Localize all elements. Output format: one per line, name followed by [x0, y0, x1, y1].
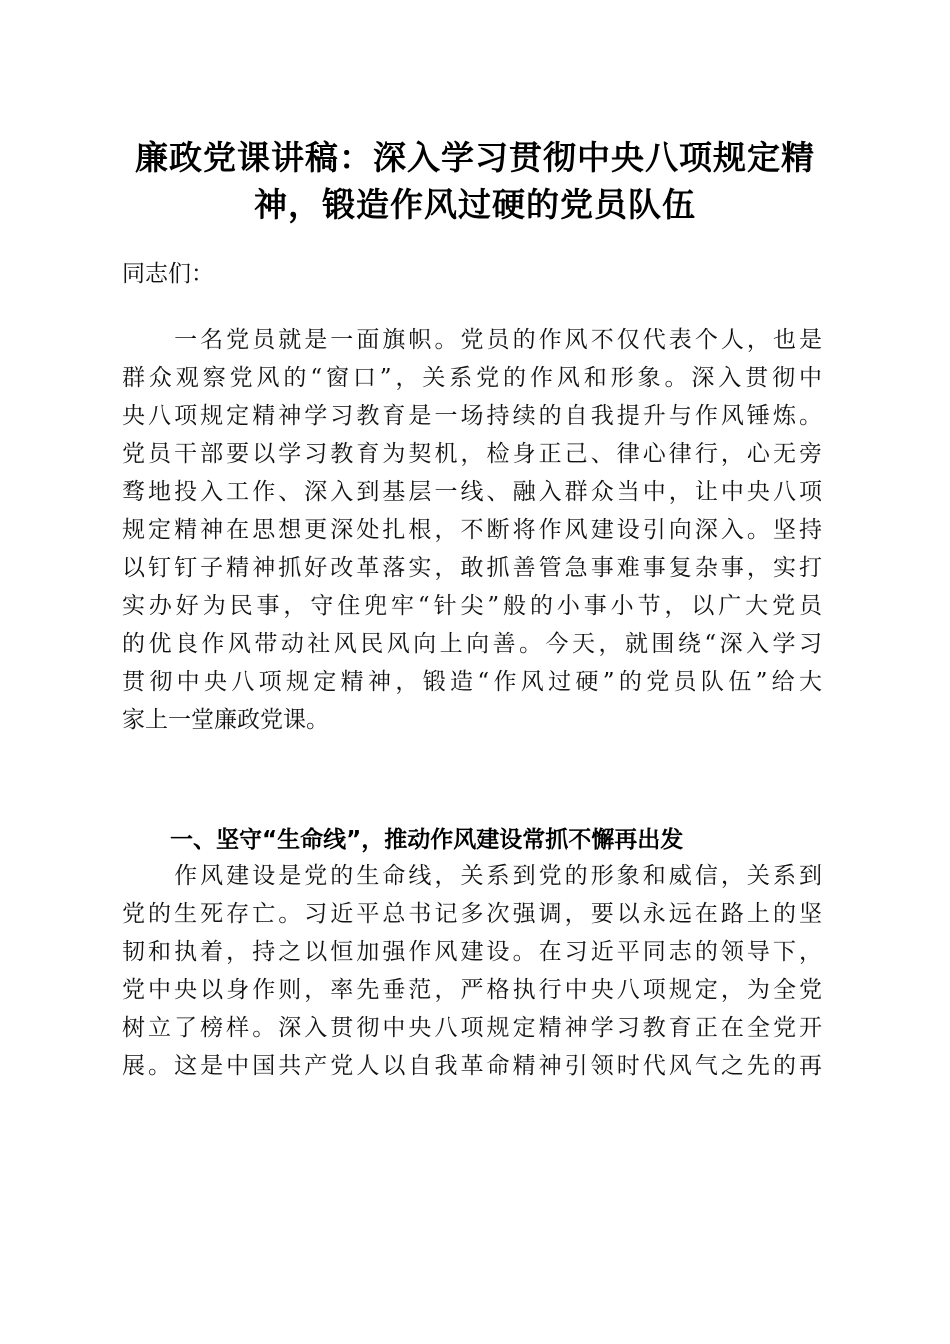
paragraph-line: 党的生死存亡。习近平总书记多次强调，要以永远在路上的坚 — [122, 901, 822, 927]
paragraph-line: 一名党员就是一面旗帜。党员的作风不仅代表个人，也是 — [122, 327, 822, 353]
paragraph-line: 骛地投入工作、深入到基层一线、融入群众当中，让中央八项 — [122, 479, 822, 505]
paragraph-line: 韧和执着，持之以恒加强作风建设。在习近平同志的领导下， — [122, 939, 822, 965]
paragraph-line: 党员干部要以学习教育为契机，检身正己、律心律行，心无旁 — [122, 441, 822, 467]
paragraph-line: 展。这是中国共产党人以自我革命精神引领时代风气之先的再 — [122, 1053, 822, 1079]
title-line-1: 廉政党课讲稿：深入学习贯彻中央八项规定精 — [135, 138, 815, 177]
paragraph-line: 贯彻中央八项规定精神，锻造“作风过硬”的党员队伍”给大 — [122, 669, 822, 695]
paragraph-line: 规定精神在思想更深处扎根，不断将作风建设引向深入。坚持 — [122, 517, 822, 543]
paragraph-line: 实办好为民事，守住兜牢“针尖”般的小事小节，以广大党员 — [122, 593, 822, 619]
paragraph-line: 群众观察党风的“窗口”，关系党的作风和形象。深入贯彻中 — [122, 365, 822, 391]
paragraph-line: 的优良作风带动社风民风向上向善。今天，就围绕“深入学习 — [122, 631, 822, 657]
greeting: 同志们： — [122, 261, 214, 287]
paragraph-1 — [122, 321, 822, 739]
paragraph-line: 树立了榜样。深入贯彻中央八项规定精神学习教育正在全党开 — [122, 1015, 822, 1041]
section-heading: 一、坚守“生命线”，推动作风建设常抓不懈再出发 — [170, 827, 684, 853]
paragraph-line: 党中央以身作则，率先垂范，严格执行中央八项规定，为全党 — [122, 977, 822, 1003]
title-line-2: 神，锻造作风过硬的党员队伍 — [254, 185, 696, 224]
paragraph-line: 作风建设是党的生命线，关系到党的形象和威信，关系到 — [122, 863, 822, 889]
paragraph-2 — [122, 857, 822, 1085]
paragraph-line: 家上一堂廉政党课。 — [122, 707, 329, 733]
paragraph-line: 以钉钉子精神抓好改革落实，敢抓善管急事难事复杂事，实打 — [122, 555, 822, 581]
paragraph-line: 央八项规定精神学习教育是一场持续的自我提升与作风锤炼。 — [122, 403, 822, 429]
document-title — [100, 134, 850, 228]
